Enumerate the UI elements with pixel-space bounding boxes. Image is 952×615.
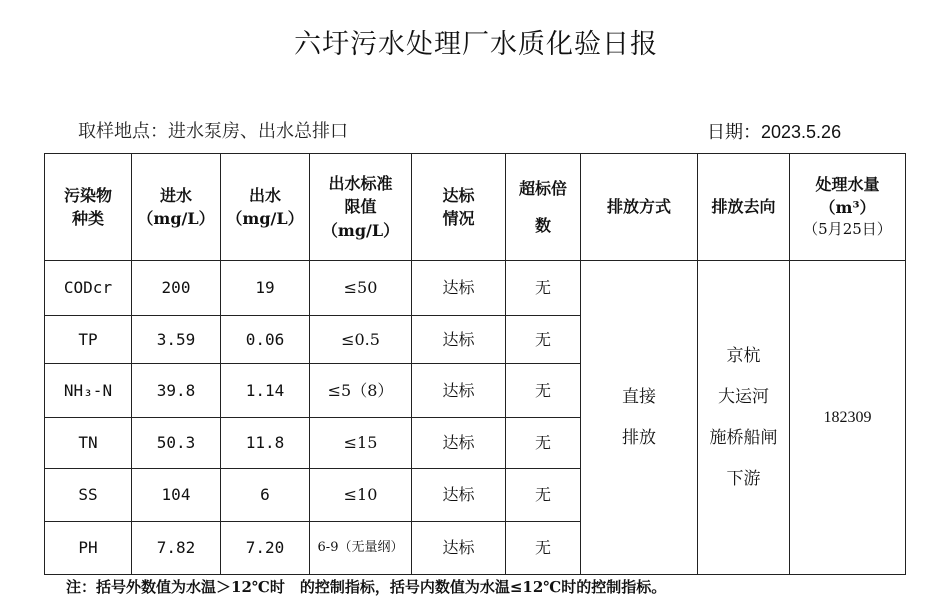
exceed-cell: 无	[506, 316, 581, 364]
header-status-line2: 情况	[442, 209, 475, 228]
header-row	[45, 154, 906, 261]
pollutant-cell: SS	[45, 469, 132, 522]
effluent-cell: 1.14	[221, 364, 310, 418]
influent-cell: 50.3	[132, 418, 221, 469]
status-cell: 达标	[412, 469, 506, 522]
sampling-location: 取样地点：进水泵房、出水总排口	[78, 121, 348, 142]
limit-cell: ≤5（8）	[310, 364, 412, 418]
discharge-method-line2: 排放	[622, 427, 656, 448]
status-cell: 达标	[412, 364, 506, 418]
exceed-cell: 无	[506, 261, 581, 316]
exceed-cell: 无	[506, 522, 581, 575]
header-discharge-dest: 排放去向	[698, 154, 790, 261]
effluent-cell: 0.06	[221, 316, 310, 364]
header-effluent	[221, 154, 310, 261]
header-exceed-line2: 数	[534, 216, 551, 235]
header-discharge-method: 排放方式	[581, 154, 698, 261]
exceed-cell: 无	[506, 364, 581, 418]
header-limit-line3: （mg/L）	[321, 220, 400, 240]
header-limit-line2: 限值	[344, 197, 377, 217]
header-pollutant-line2: 种类	[71, 209, 104, 228]
influent-cell: 39.8	[132, 364, 221, 418]
pollutant-cell: TN	[45, 418, 132, 469]
effluent-cell: 11.8	[221, 418, 310, 469]
report-date: 日期：2023.5.26	[707, 122, 842, 142]
report-title: 六圩污水处理厂水质化验日报	[294, 29, 658, 60]
discharge-method-cell	[581, 261, 698, 575]
header-influent	[132, 154, 221, 261]
effluent-cell: 19	[221, 261, 310, 316]
influent-cell: 7.82	[132, 522, 221, 575]
exceed-cell: 无	[506, 418, 581, 469]
header-limit-line1: 出水标准	[328, 174, 393, 194]
discharge-dest-line4: 下游	[726, 468, 761, 489]
header-influent-line1: 进水	[159, 185, 192, 205]
header-volume-line1: 处理水量	[815, 174, 880, 194]
limit-cell: ≤10	[310, 469, 412, 522]
influent-cell: 104	[132, 469, 221, 522]
discharge-dest-line1: 京杭	[726, 345, 761, 366]
status-cell: 达标	[412, 261, 506, 316]
status-cell: 达标	[412, 316, 506, 364]
footnote: 注：括号外数值为水温＞12℃时 的控制指标，括号内数值为水温≤12℃时的控制指标。	[66, 578, 667, 596]
header-influent-line2: （mg/L）	[137, 209, 215, 228]
influent-cell: 200	[132, 261, 221, 316]
header-effluent-line2: （mg/L）	[226, 209, 304, 228]
discharge-method-line1: 直接	[622, 386, 656, 407]
header-effluent-line1: 出水	[248, 185, 281, 205]
water-quality-table	[44, 153, 906, 575]
table-row	[45, 261, 906, 316]
discharge-dest-line2: 大运河	[718, 386, 769, 407]
pollutant-cell: TP	[45, 316, 132, 364]
volume-value: 182309	[790, 261, 906, 575]
pollutant-cell: PH	[45, 522, 132, 575]
header-pollutant	[45, 154, 132, 261]
header-volume-line3: （5月25日）	[803, 220, 892, 239]
limit-cell: 6-9（无量纲）	[310, 522, 412, 575]
header-volume	[790, 154, 906, 261]
effluent-cell: 6	[221, 469, 310, 522]
header-status	[412, 154, 506, 261]
discharge-dest-line3: 施桥船闸	[709, 427, 778, 448]
discharge-dest-cell	[698, 261, 790, 575]
header-exceed	[506, 154, 581, 261]
header-volume-line2: （m³）	[819, 198, 876, 218]
limit-cell: ≤0.5	[310, 316, 412, 364]
header-status-line1: 达标	[442, 185, 475, 205]
status-cell: 达标	[412, 522, 506, 575]
pollutant-cell: CODcr	[45, 261, 132, 316]
pollutant-cell: NH₃-N	[45, 364, 132, 418]
exceed-cell: 无	[506, 469, 581, 522]
header-pollutant-line1: 污染物	[63, 185, 112, 205]
influent-cell: 3.59	[132, 316, 221, 364]
effluent-cell: 7.20	[221, 522, 310, 575]
limit-cell: ≤50	[310, 261, 412, 316]
header-exceed-line1: 超标倍	[518, 178, 567, 198]
header-limit	[310, 154, 412, 261]
status-cell: 达标	[412, 418, 506, 469]
limit-cell: ≤15	[310, 418, 412, 469]
